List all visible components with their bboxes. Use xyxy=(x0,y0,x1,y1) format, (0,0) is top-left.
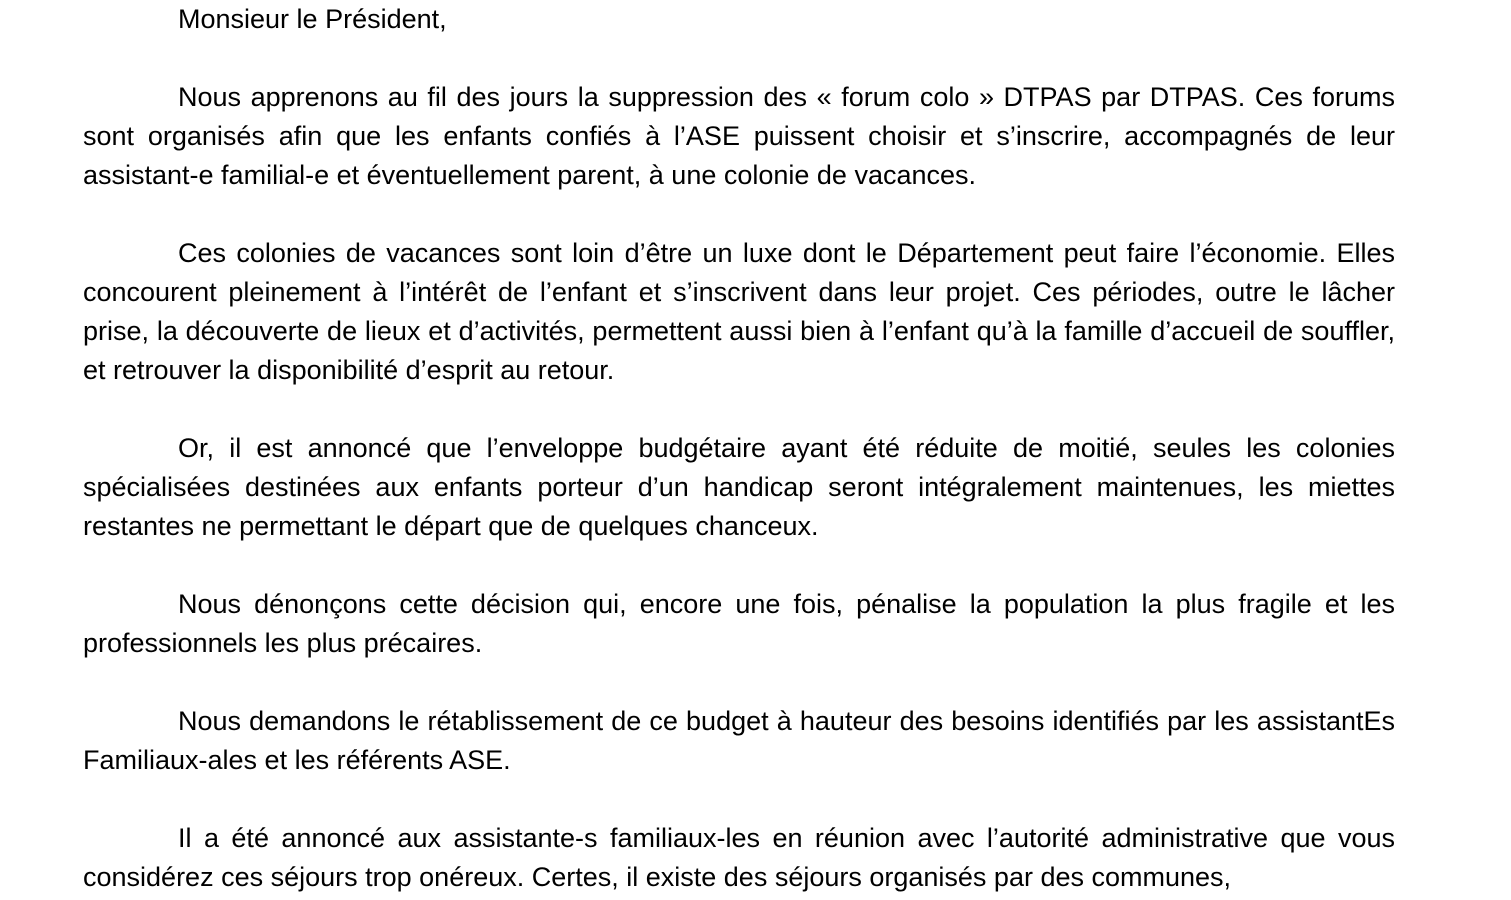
letter-page xyxy=(83,0,1395,897)
salutation: Monsieur le Président, xyxy=(178,4,447,34)
paragraph-demand: Nous demandons le rétablissement de ce budget à hauteur des besoins identifiés par les assistantEs Familiaux-ales et les référents ASE. xyxy=(83,706,1395,775)
paragraph-colonies-value: Ces colonies de vacances sont loin d’être un luxe dont le Département peut faire l’économie. Elles concourent pleinement à l’intérêt de l’enfant et s’inscrivent dans leur projet. Ces périodes, outre le lâcher prise, la découverte de lieux et d’activités, permettent aussi bien à l’enfant qu’à la famille d’accueil de souffler, et retrouver la disponibilité d’esprit au retour. xyxy=(83,238,1395,385)
paragraph-forum-colo: Nous apprenons au fil des jours la suppression des « forum colo » DTPAS par DTPAS. Ces forums sont organisés afin que les enfants confiés à l’ASE puissent choisir et s’inscrire, accompagnés de leur assistant-e familial-e et éventuellement parent, à une colonie de vacances. xyxy=(83,82,1395,190)
paragraph-budget-cut: Or, il est annoncé que l’enveloppe budgétaire ayant été réduite de moitié, seules les colonies spécialisées destinées aux enfants porteur d’un handicap seront intégralement maintenues, les miettes restantes ne permettant le départ que de quelques chanceux. xyxy=(83,433,1395,541)
paragraph-cost-argument: Il a été annoncé aux assistante-s familiaux-les en réunion avec l’autorité administrative que vous considérez ces séjours trop onéreux. Certes, il existe des séjours organisés par des communes, xyxy=(83,823,1395,892)
paragraph-denounce: Nous dénonçons cette décision qui, encore une fois, pénalise la population la plus fragile et les professionnels les plus précaires. xyxy=(83,589,1395,658)
